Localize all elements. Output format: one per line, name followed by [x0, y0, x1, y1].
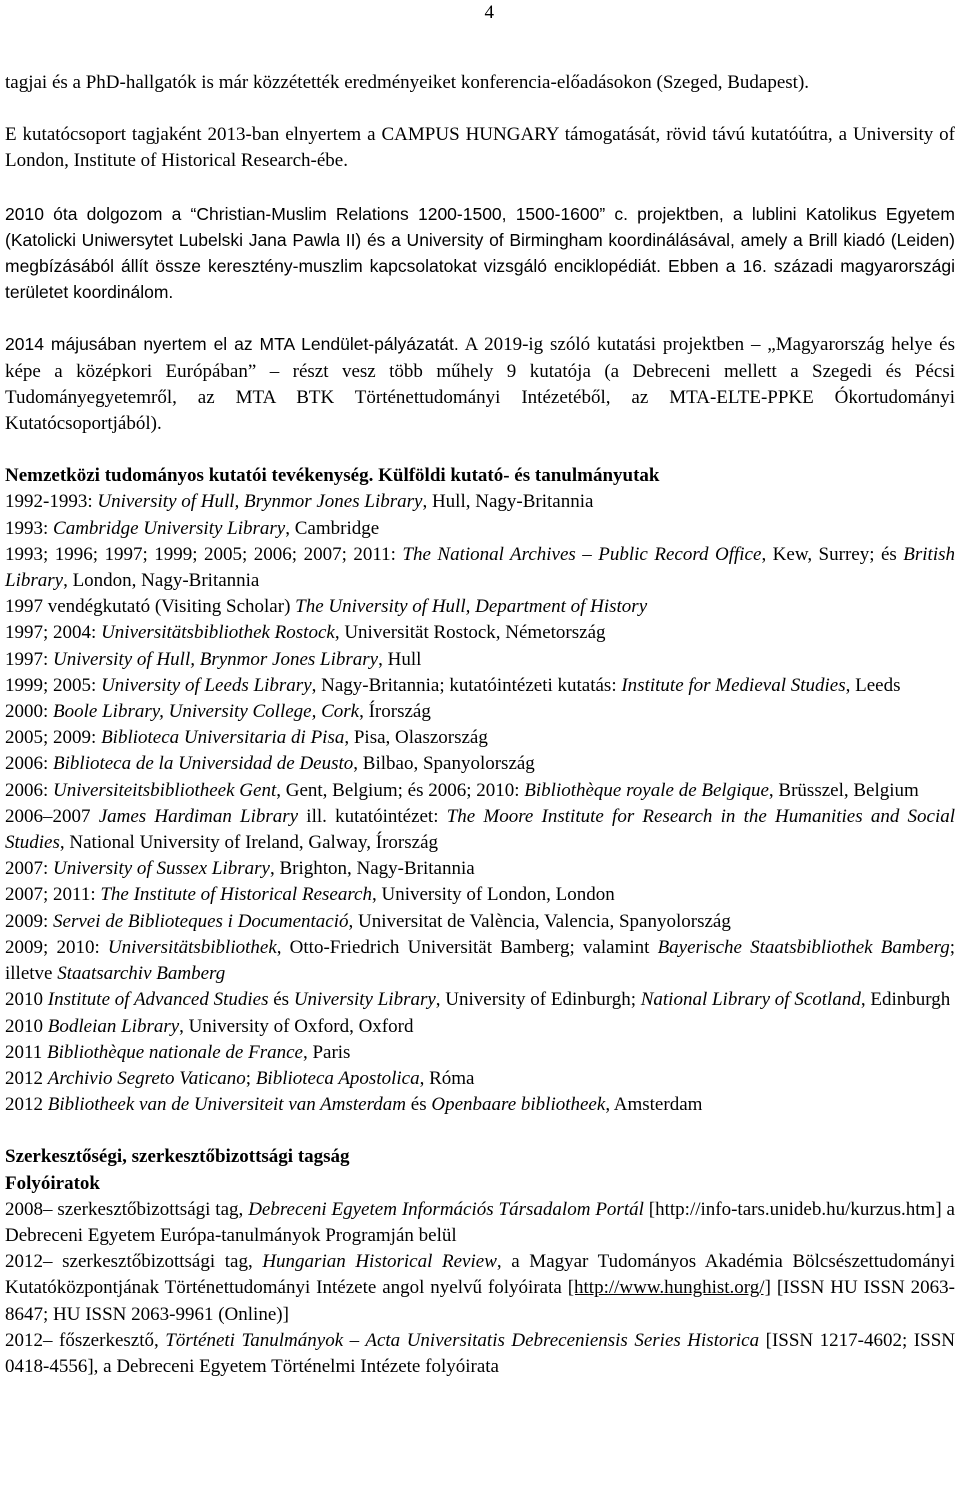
journal-entry	[5, 1249, 955, 1328]
text-segment: 2011	[5, 1041, 48, 1063]
text-segment: Archivio Segreto Vaticano	[47, 1067, 246, 1089]
text-segment: The Institute of Historical Research	[100, 884, 372, 906]
text-segment: , Róma	[419, 1067, 475, 1089]
text-segment: 2009:	[5, 910, 54, 932]
text-segment: , Pisa, Olaszország	[344, 727, 488, 749]
text-segment: , Brüsszel, Belgium	[768, 779, 919, 801]
trip-entry	[5, 987, 955, 1013]
text-segment: 2012	[5, 1067, 48, 1089]
text-segment: 1997 vendégkutató (Visiting Scholar)	[5, 596, 296, 618]
page-number: 4	[484, 2, 494, 23]
text-segment: 2012– szerkesztőbizottsági tag,	[5, 1251, 263, 1273]
text-segment: University of Leeds Library	[101, 674, 312, 696]
text-segment: 2005; 2009:	[5, 727, 102, 749]
trip-entry	[5, 620, 955, 646]
text-segment: Institute of Advanced Studies	[47, 989, 269, 1011]
text-segment: és	[268, 989, 294, 1011]
text-segment: University Library	[293, 989, 436, 1011]
text-segment: [ISSN 1217-4602; ISSN 0418-4556], a Debreceni Egyetem Történelmi Intézete folyóirata	[5, 1329, 955, 1377]
text-segment: , Paris	[302, 1041, 351, 1063]
text-segment: ill. kutatóintézet:	[298, 805, 447, 827]
paragraph-lendulet	[5, 331, 955, 437]
trip-entry	[5, 935, 955, 987]
trip-entry	[5, 909, 955, 935]
text-segment: és	[406, 1094, 432, 1116]
text-segment: University of Sussex Library	[53, 858, 270, 880]
text-segment: James Hardiman Library	[98, 805, 299, 827]
text-segment: Történeti Tanulmányok – Acta Universitatis Debreceniensis Series Historica	[165, 1329, 760, 1351]
text-segment: Biblioteca de la Universidad de Deusto	[53, 753, 354, 775]
text-segment: Staatsarchiv Bamberg	[57, 963, 226, 985]
heading-international	[5, 463, 955, 489]
trip-entry	[5, 489, 955, 515]
text-segment: 2009; 2010:	[5, 936, 108, 958]
trip-entry	[5, 594, 955, 620]
text-segment: Boole Library, University College, Cork	[53, 701, 360, 723]
text-segment: , Gent, Belgium; és 2006; 2010:	[276, 779, 525, 801]
text-segment: Universiteitsbibliotheek Gent	[53, 779, 277, 801]
text-segment: 2007; 2011:	[5, 884, 101, 906]
trip-entry	[5, 751, 955, 777]
text-segment: , London, Nagy-Britannia	[63, 570, 260, 592]
text-segment: , University of Edinburgh;	[435, 989, 641, 1011]
journal-entry	[5, 1328, 955, 1380]
trip-entry	[5, 1066, 955, 1092]
text-segment: The Moore Institute for Research in the Humanities and Social Studies	[5, 805, 956, 854]
text-segment: , Leeds	[845, 674, 901, 696]
text-segment: 1997:	[5, 648, 54, 670]
text-segment: , Brighton, Nagy-Britannia	[269, 858, 475, 880]
text-segment: 1999; 2005:	[5, 674, 102, 696]
trip-entry	[5, 1092, 955, 1118]
text-segment: , University of Oxford, Oxford	[179, 1015, 414, 1037]
text-segment: , National University of Ireland, Galway, Írország	[59, 832, 438, 854]
text-segment: , Bilbao, Spanyolország	[353, 753, 535, 775]
heading-study-trips: Külföldi kutató- és tanulmányutak	[373, 465, 660, 487]
document-body	[5, 70, 955, 1380]
text-segment: 2010	[5, 989, 48, 1011]
text-segment: , Írország	[359, 701, 431, 723]
text-segment: , Hull, Nagy-Britannia	[422, 491, 594, 513]
text-segment: Debreceni Egyetem Információs Társadalom Portál	[248, 1198, 644, 1220]
trip-entry	[5, 856, 955, 882]
text-segment: University of Hull, Brynmor Jones Library	[97, 491, 423, 513]
text-segment: , Hull	[378, 648, 422, 670]
text-segment: Openbaare bibliotheek	[431, 1094, 606, 1116]
text-segment: Servei de Biblioteques i Documentació	[53, 910, 349, 932]
text-segment: , Kew, Surrey; és	[761, 543, 904, 565]
text-segment: 2006:	[5, 779, 54, 801]
text-segment: Bodleian Library	[47, 1015, 180, 1037]
text-segment: The University of Hull, Department of History	[295, 596, 648, 618]
heading-editorial	[5, 1144, 955, 1170]
text-segment: , Universität Rostock, Németország	[334, 622, 606, 644]
text-segment: , University of London, London	[371, 884, 615, 906]
text-segment: The National Archives – Public Record Office	[402, 543, 762, 565]
text-segment: Universitätsbibliothek Rostock	[101, 622, 335, 644]
text-segment: , Edinburgh	[860, 989, 951, 1011]
text-segment: 2006–2007	[5, 805, 99, 827]
text-segment: , Nagy-Britannia; kutatóintézeti kutatás:	[311, 674, 622, 696]
text-segment: 2012	[5, 1094, 48, 1116]
text-segment: Cambridge University Library	[53, 517, 286, 539]
text-segment: 2007:	[5, 858, 54, 880]
text-segment: Biblioteca Universitaria di Pisa	[101, 727, 345, 749]
text-segment: Bayerische Staatsbibliothek Bamberg	[657, 936, 950, 958]
heading-journals-title: Folyóiratok	[5, 1172, 100, 1194]
heading-editorial-title: Szerkesztőségi, szerkesztőbizottsági tagság	[5, 1146, 350, 1168]
trip-entry	[5, 778, 955, 804]
paragraph-campus-hungary: E kutatócsoport tagjaként 2013-ban elnyertem a CAMPUS HUNGARY támogatását, rövid távú kutatóútra, a University of London, Institute of Historical Research-ébe.	[5, 124, 955, 172]
text-segment: , Cambridge	[285, 517, 380, 539]
text-segment: Bibliothèque nationale de France	[47, 1041, 303, 1063]
trip-entry	[5, 1014, 955, 1040]
trip-entry	[5, 804, 955, 856]
text-segment: 1997; 2004:	[5, 622, 102, 644]
paragraph-christian-muslim: 2010 óta dolgozom a “Christian-Muslim Relations 1200-1500, 1500-1600” c. projektben, a lublini Katolikus Egyetem (Katolicki Uniwersytet Lubelski Jana Pawla II) és a University of Birmingham koordinálásával, amely a Brill kiadó (Leiden) megbízásából állít össze keresztény-muszlim kapcsolatokat vizsgáló enciklopédiát. Ebben a 16. századi magyarországi területet koordinálom.	[5, 203, 955, 303]
text-segment: 2006:	[5, 753, 54, 775]
text-segment: ; illetve	[5, 936, 955, 985]
paragraph-conference: tagjai és a PhD-hallgatók is már közzétették eredményeiket konferencia-előadásokon (Szeged, Budapest).	[5, 72, 810, 93]
text-segment: 1992-1993:	[5, 491, 98, 513]
text-segment: University of Hull, Brynmor Jones Library	[53, 648, 379, 670]
text-segment: [http://info-tars.unideb.hu/kurzus.htm] a Debreceni Egyetem Európa-tanulmányok Programján belül	[5, 1198, 955, 1246]
text-segment: 2012– főszerkesztő,	[5, 1329, 166, 1351]
trip-entry	[5, 725, 955, 751]
text-segment: Biblioteca Apostolica	[255, 1067, 420, 1089]
text-segment: , Amsterdam	[605, 1094, 703, 1116]
trip-entry	[5, 699, 955, 725]
text-segment: , Otto-Friedrich Universität Bamberg; valamint	[276, 936, 658, 958]
text-segment: Institute for Medieval Studies	[621, 674, 846, 696]
text-segment: [ISSN HU ISSN 2063-8647; HU ISSN 2063-9961 (Online)]	[5, 1277, 955, 1325]
trip-entry	[5, 882, 955, 908]
heading-international-title: Nemzetközi tudományos kutatói tevékenység.	[5, 465, 374, 487]
trip-entry	[5, 673, 955, 699]
text-segment: British Library	[5, 543, 956, 592]
text-segment: 2010	[5, 1015, 48, 1037]
journal-entry	[5, 1197, 955, 1249]
text-segment: 2000:	[5, 701, 54, 723]
heading-journals	[5, 1171, 955, 1197]
text-segment: , a Magyar Tudományos Akadémia Bölcsészettudományi Kutatóközpontjának Történettudományi Intézete angol nyelvű folyóirata	[5, 1251, 955, 1299]
trip-entry	[5, 1040, 955, 1066]
trip-entry	[5, 542, 955, 594]
lendulet-body: A 2019-ig szóló kutatási projektben – „Magyarország helye és képe a középkori Európában” – részt vesz több műhely 9 kutatója (a Debreceni mellett a Szegedi és Pécsi Tudományegyetemről, az MTA BTK Történettudományi Intézetéből, az MTA-ELTE-PPKE Ókortudományi Kutatócsoportjából).	[5, 334, 956, 435]
trip-entry	[5, 516, 955, 542]
trip-entry	[5, 647, 955, 673]
text-segment: 1993; 1996; 1997; 1999; 2005; 2006; 2007; 2011:	[5, 543, 403, 565]
text-segment: Hungarian Historical Review	[262, 1251, 497, 1273]
lendulet-lead: 2014 májusában nyertem el az MTA Lendület-pályázatát.	[5, 334, 459, 355]
text-segment: , Universitat de València, Valencia, Spanyolország	[348, 910, 731, 932]
text-segment: 1993:	[5, 517, 54, 539]
text-segment: 2008– szerkesztőbizottsági tag,	[5, 1198, 249, 1220]
text-segment: Bibliotheek van de Universiteit van Amsterdam	[47, 1094, 407, 1116]
text-segment: ;	[245, 1067, 256, 1089]
text-segment: Bibliothèque royale de Belgique	[524, 779, 769, 801]
text-segment: National Library of Scotland	[640, 989, 861, 1011]
text-segment: Universitätsbibliothek	[107, 936, 277, 958]
url-link[interactable]: [http://www.hunghist.org/]	[567, 1277, 771, 1299]
